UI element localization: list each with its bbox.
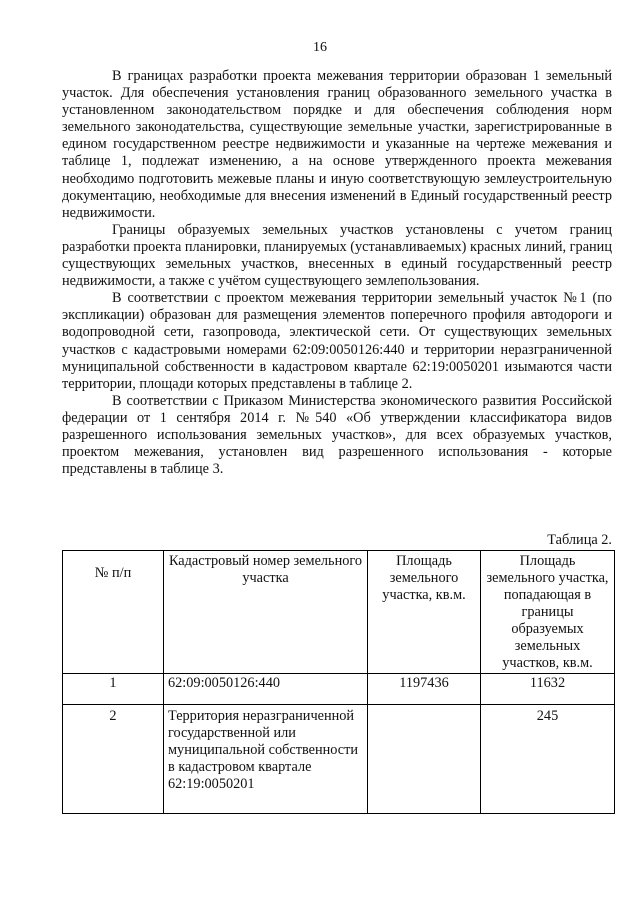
header-area-in-boundaries: Площадь земельного участка, попадающая в границы образуемых земельных участков, кв.м. <box>481 551 615 674</box>
table-header-row <box>63 551 615 674</box>
cell-area-in-boundaries: 11632 <box>481 674 615 705</box>
paragraph: В границах разработки проекта межевания территории образован 1 земельный участок. Для обеспечения установления границ образованного земельного участка в установленном законодательством порядке и для обеспечения соблюдения норм земельного законодательства, существующие земельные участки, зарегистрированные в едином государственном реестре недвижимости и указанные на чертеже межевания и таблице 1, подлежат изменению, а на основе утвержденного проекта межевания необходимо подготовить межевые планы и иную соответствующую землеустроительную документацию, необходимые для внесения изменений в Единый государственный реестр недвижимости. <box>62 68 612 221</box>
header-area: Площадь земельного участка, кв.м. <box>368 551 481 674</box>
area-table <box>62 550 615 814</box>
page-number: 16 <box>313 40 327 55</box>
table-row <box>63 674 615 705</box>
header-cadastral-number: Кадастровый номер земельного участка <box>164 551 368 674</box>
header-number: № п/п <box>63 551 164 674</box>
body-text <box>62 68 612 478</box>
table-caption: Таблица 2. <box>547 532 612 548</box>
paragraph: Границы образуемых земельных участков установлены с учетом границ разработки проекта планировки, планируемых (устанавливаемых) красных линий, границ существующих земельных участков, внесенных в единый государственный реестр недвижимости, а также с учётом существующего землепользования. <box>62 221 612 290</box>
cell-area-in-boundaries: 245 <box>481 705 615 814</box>
cell-area <box>368 705 481 814</box>
cell-number: 1 <box>63 674 164 705</box>
cell-cadastral-number: 62:09:0050126:440 <box>164 674 368 705</box>
cell-number: 2 <box>63 705 164 814</box>
paragraph: В соответствии с Приказом Министерства экономического развития Российской федерации от 1 сентября 2014 г. №540 «Об утверждении классификатора видов разрешенного использования земельных участков», для всех образуемых участков, проектом межевания, установлен вид разрешенного использования - которые представлены в таблице 3. <box>62 392 612 478</box>
paragraph: В соответствии с проектом межевания территории земельный участок №1 (по экспликации) образован для размещения элементов поперечного профиля автодороги и водопроводной сети, газопровода, электической сети. От существующих земельных участков с кадастровыми номерами 62:09:0050126:440 и территории неразграниченной муниципальной собственности в кадастровом квартале 62:19:0050201 изымаются части территории, площади которых представлены в таблице 2. <box>62 290 612 392</box>
cell-cadastral-number: Территория неразграниченной государственной или муниципальной собственности в кадастровом квартале 62:19:0050201 <box>164 705 368 814</box>
table-row <box>63 705 615 814</box>
cell-area: 1197436 <box>368 674 481 705</box>
